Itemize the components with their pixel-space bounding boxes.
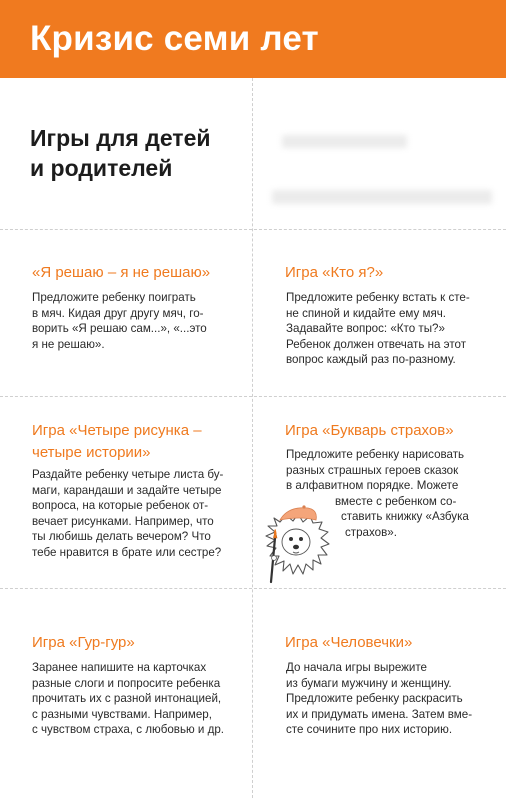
text-line: вечает рисунками. Например, что bbox=[32, 514, 214, 528]
game-title: Игра «Букварь страхов» bbox=[285, 422, 454, 439]
horizontal-divider bbox=[0, 229, 506, 230]
text-line: в мяч. Кидая друг другу мяч, го- bbox=[32, 306, 204, 320]
game-description bbox=[286, 660, 498, 738]
text-line: Предложите ребенку поиграть bbox=[32, 291, 196, 304]
text-line: вопрос каждый раз по-разному. bbox=[286, 353, 456, 367]
game-description bbox=[32, 660, 246, 738]
text-line: Раздайте ребенку четыре листа бу- bbox=[32, 468, 224, 481]
text-line: разных страшных героев сказок bbox=[286, 463, 459, 477]
text-line: Предложите ребенку встать к сте- bbox=[286, 291, 470, 304]
title-line: Игра «Четыре рисунка – bbox=[32, 422, 202, 439]
hedgehog-icon bbox=[258, 498, 336, 584]
game-title: Игра «Кто я?» bbox=[285, 264, 384, 281]
game-title: Игра «Человечки» bbox=[285, 634, 413, 651]
text-line: маги, карандаши и задайте четыре bbox=[32, 483, 222, 497]
game-description bbox=[286, 290, 498, 368]
subtitle-line: Игры для детей bbox=[30, 125, 211, 151]
text-line: Предложите ребенку нарисовать bbox=[286, 448, 465, 461]
blurred-text bbox=[272, 190, 492, 204]
game-description bbox=[32, 290, 242, 352]
text-line: их и придумать имена. Затем вме- bbox=[286, 707, 473, 721]
text-line: Предложите ребенку раскрасить bbox=[286, 692, 463, 706]
text-line: Ребенок должен отвечать на этот bbox=[286, 337, 467, 351]
text-line: тебе нравится в брате или сестре? bbox=[32, 545, 222, 559]
text-line: ворить «Я решаю сам...», «...это bbox=[32, 322, 207, 336]
text-line: ставить книжку «Азбука bbox=[341, 510, 469, 524]
horizontal-divider bbox=[0, 396, 506, 397]
vertical-divider bbox=[252, 78, 253, 798]
text-line: вместе с ребенком со- bbox=[335, 494, 457, 508]
text-line: не спиной и кидайте ему мяч. bbox=[286, 306, 447, 320]
game-title bbox=[32, 420, 202, 464]
text-line: сте сочините про них историю. bbox=[286, 723, 453, 737]
horizontal-divider bbox=[0, 588, 506, 589]
text-line: с разными чувствами. Например, bbox=[32, 707, 212, 721]
section-subtitle bbox=[30, 123, 211, 183]
text-line: вопроса, на которые ребенок от- bbox=[32, 499, 209, 513]
game-title: «Я решаю – я не решаю» bbox=[32, 264, 211, 281]
text-line: прочитать их с разной интонацией, bbox=[32, 692, 222, 706]
text-line: я не решаю». bbox=[32, 337, 105, 351]
text-line: из бумаги мужчину и женщину. bbox=[286, 676, 452, 690]
text-line: До начала игры вырежите bbox=[286, 661, 427, 674]
subtitle-line: и родителей bbox=[30, 155, 173, 181]
text-line: разные слоги и попросите ребенка bbox=[32, 676, 221, 690]
text-line: ты любишь делать вечером? Что bbox=[32, 530, 211, 544]
title-line: четыре истории» bbox=[32, 444, 151, 461]
text-line: в алфавитном порядке. Можете bbox=[286, 479, 459, 493]
text-line: с чувством страха, с любовью и др. bbox=[32, 723, 225, 737]
blurred-text bbox=[282, 135, 407, 148]
text-line: Задавайте вопрос: «Кто ты?» bbox=[286, 322, 445, 336]
text-line: страхов». bbox=[345, 525, 397, 539]
page-title: Кризис семи лет bbox=[30, 19, 319, 58]
text-line: Заранее напишите на карточках bbox=[32, 661, 207, 674]
header-banner bbox=[0, 0, 506, 78]
game-description bbox=[32, 467, 246, 561]
game-title: Игра «Гур-гур» bbox=[32, 634, 135, 651]
